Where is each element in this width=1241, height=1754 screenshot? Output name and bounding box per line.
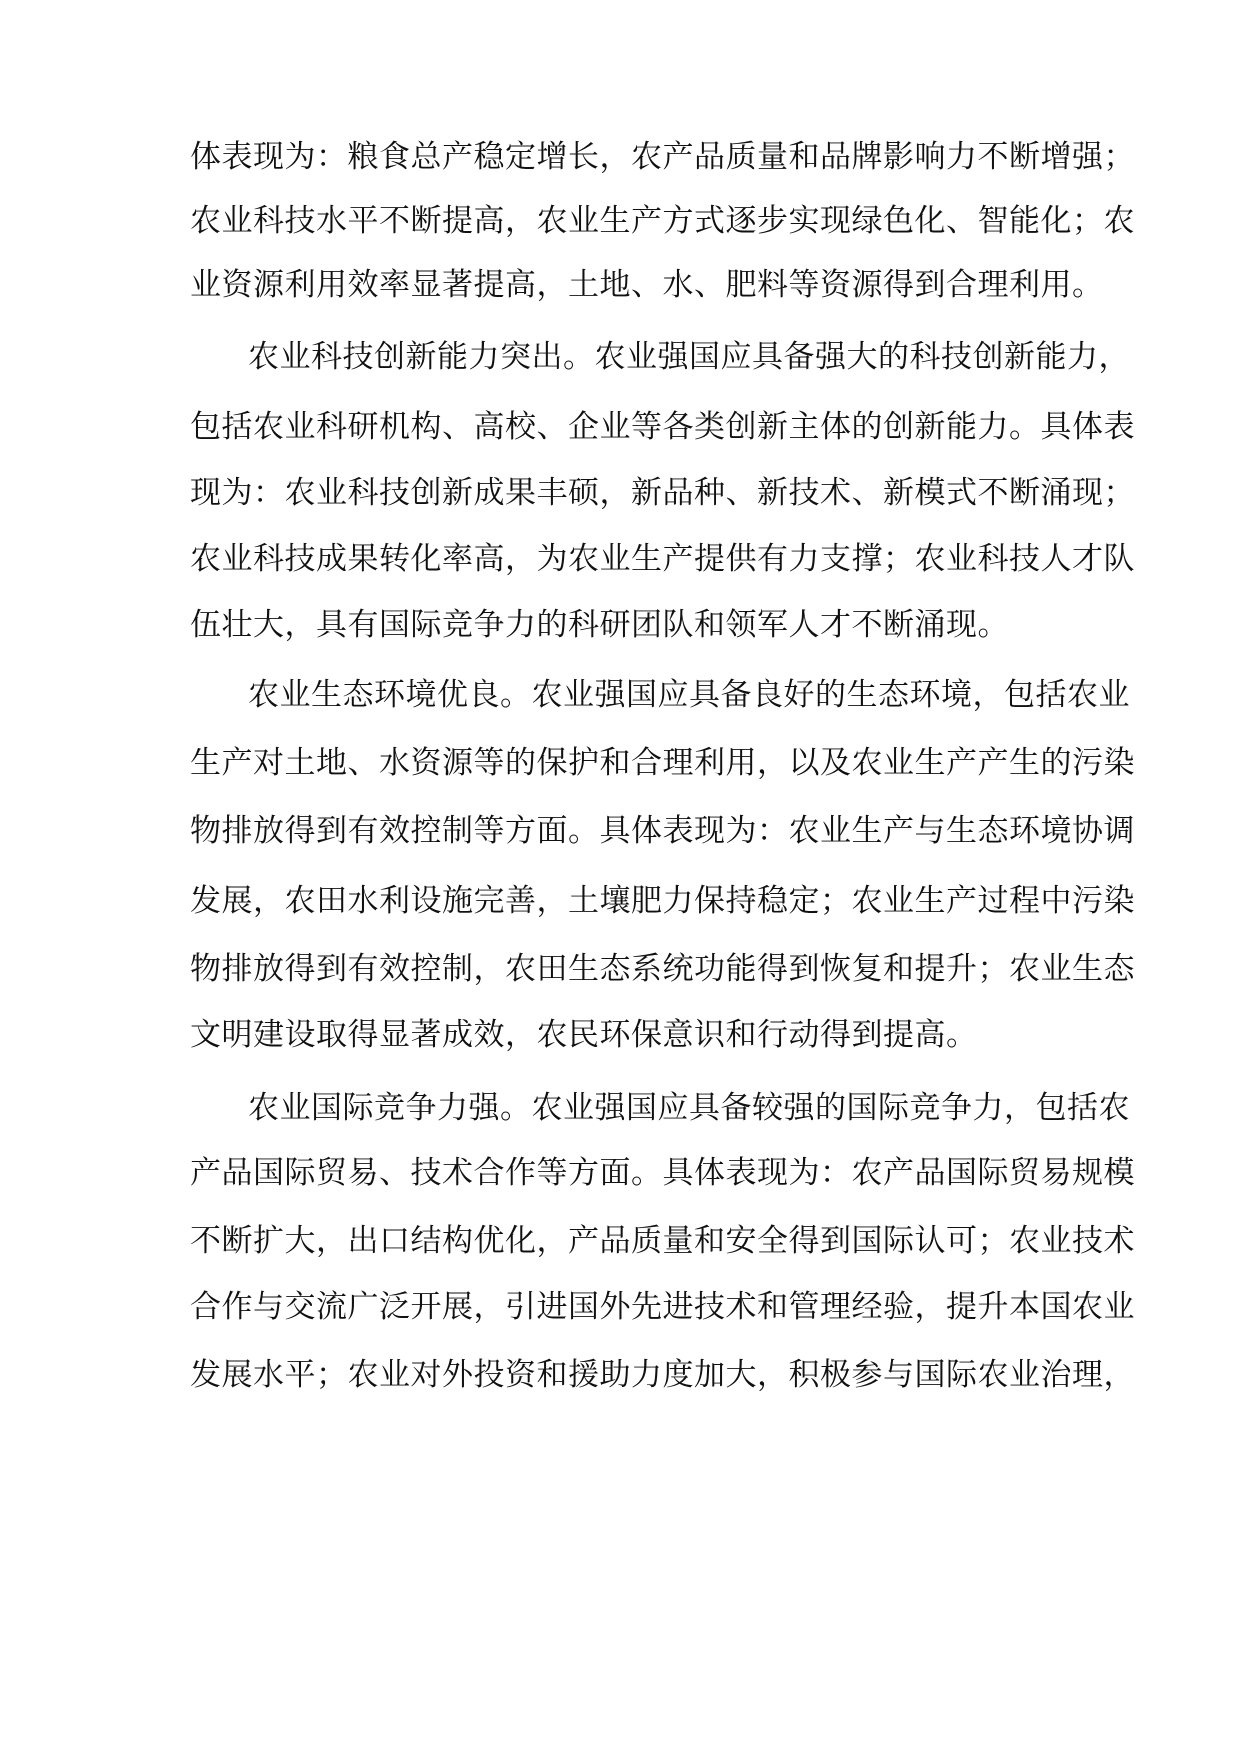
text-line: 包括农业科研机构、高校、企业等各类创新主体的创新能力。具体表 <box>190 409 1135 445</box>
text-line: 不断扩大，出口结构优化，产品质量和安全得到国际认可；农业技术 <box>190 1223 1135 1259</box>
text-line: 现为：农业科技创新成果丰硕，新品种、新技术、新模式不断涌现； <box>190 475 1135 511</box>
text-line: 业资源利用效率显著提高，土地、水、肥料等资源得到合理利用。 <box>190 267 1104 303</box>
text-line: 发展，农田水利设施完善，土壤肥力保持稳定；农业生产过程中污染 <box>190 883 1135 919</box>
paragraph-first-line: 农业国际竞争力强。农业强国应具备较强的国际竞争力，包括农 <box>248 1090 1130 1126</box>
text-line: 农业科技水平不断提高，农业生产方式逐步实现绿色化、智能化；农 <box>190 203 1135 239</box>
paragraph-first-line: 农业科技创新能力突出。农业强国应具备强大的科技创新能力， <box>248 339 1130 375</box>
text-line: 发展水平；农业对外投资和援助力度加大，积极参与国际农业治理， <box>190 1357 1135 1393</box>
text-line: 农业科技成果转化率高，为农业生产提供有力支撑；农业科技人才队 <box>190 541 1135 577</box>
text-line: 文明建设取得显著成效，农民环保意识和行动得到提高。 <box>190 1017 978 1053</box>
paragraph-first-line: 农业生态环境优良。农业强国应具备良好的生态环境，包括农业 <box>248 677 1130 713</box>
text-line: 物排放得到有效控制等方面。具体表现为：农业生产与生态环境协调 <box>190 813 1135 849</box>
text-line: 物排放得到有效控制，农田生态系统功能得到恢复和提升；农业生态 <box>190 951 1135 987</box>
text-line: 体表现为：粮食总产稳定增长，农产品质量和品牌影响力不断增强； <box>190 139 1135 175</box>
text-line: 伍壮大，具有国际竞争力的科研团队和领军人才不断涌现。 <box>190 607 1009 643</box>
text-line: 合作与交流广泛开展，引进国外先进技术和管理经验，提升本国农业 <box>190 1289 1135 1325</box>
text-line: 产品国际贸易、技术合作等方面。具体表现为：农产品国际贸易规模 <box>190 1155 1135 1191</box>
text-line: 生产对土地、水资源等的保护和合理利用，以及农业生产产生的污染 <box>190 745 1135 781</box>
